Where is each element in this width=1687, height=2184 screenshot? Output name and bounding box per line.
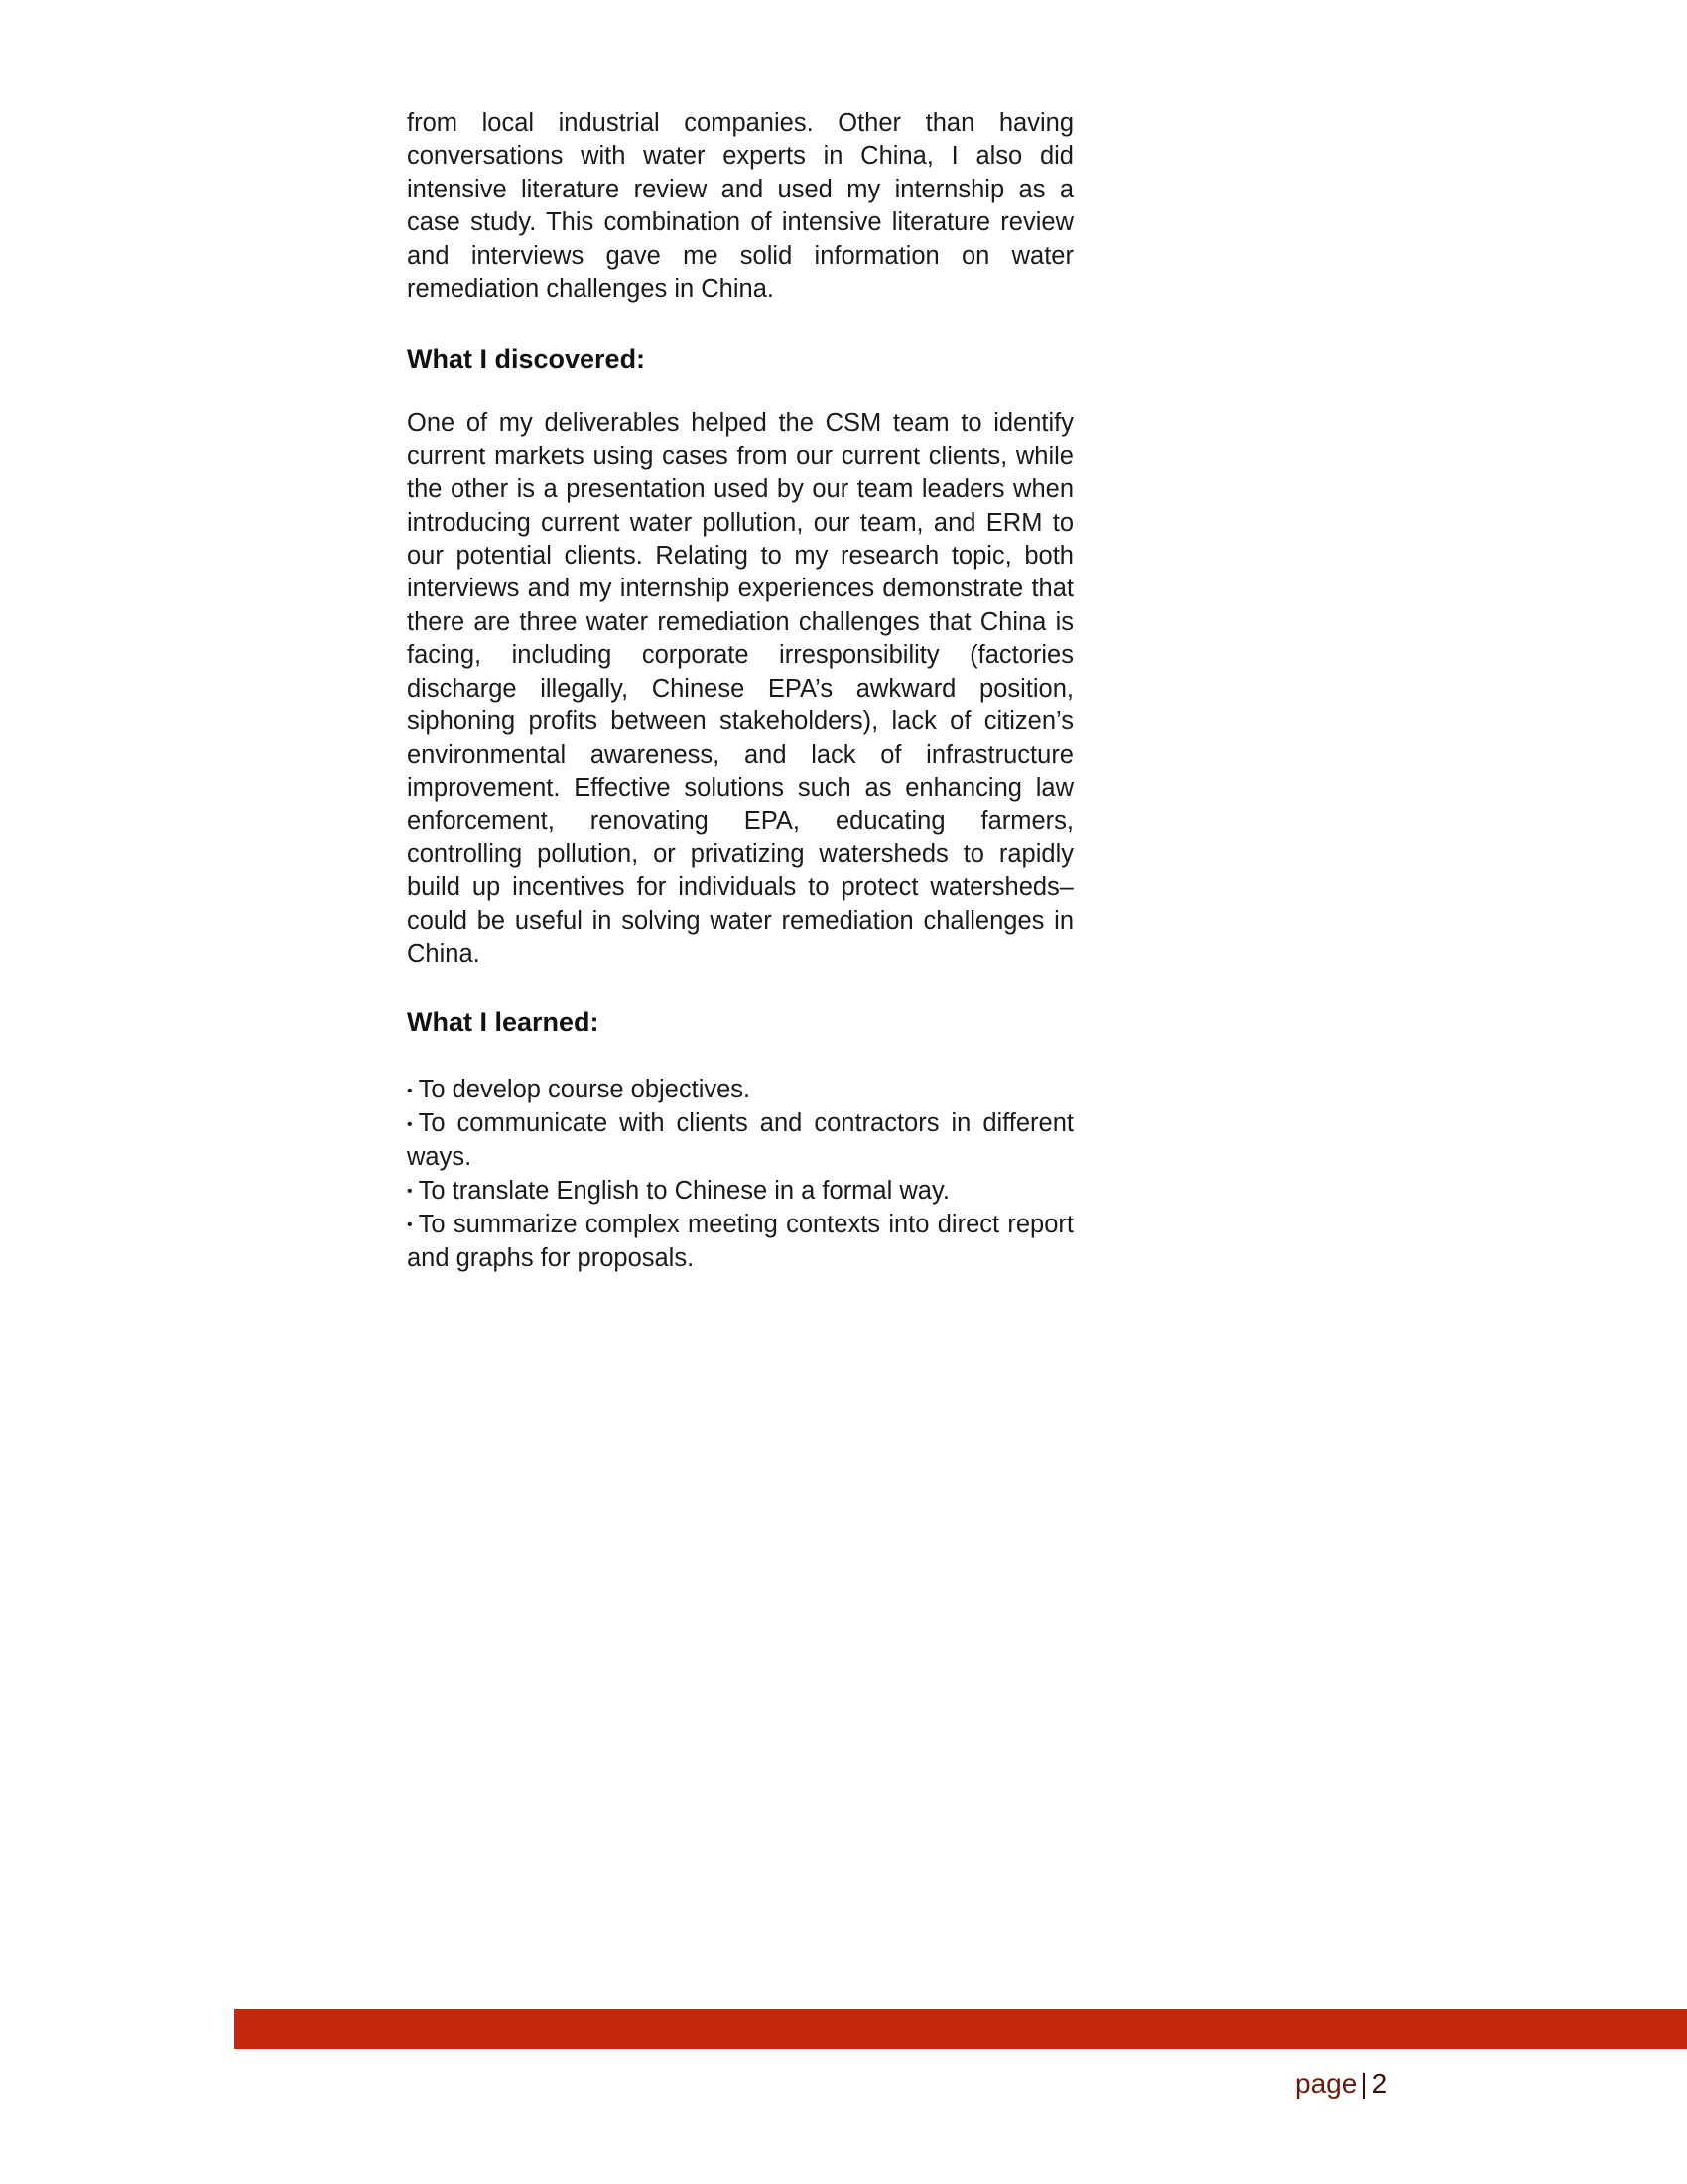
page-separator: | [1361, 2068, 1368, 2099]
page-number: 2 [1371, 2068, 1388, 2099]
discovered-paragraph: One of my deliverables helped the CSM team to identify current markets using cases from our current clients, while the other is a presentation used by our team leaders when introducing current water pollution, our team, and ERM to our potential clients. Relating to my research topic, both interviews and my internship experiences demonstrate that there are three water remediation challenges that China is facing, including corporate irresponsibility (factories discharge illegally, Chinese EPA’s awkward position, siphoning profits between stakeholders), lack of citizen’s environmental awareness, and lack of infrastructure improvement. Effective solutions such as enhancing law enforcement, renovating EPA, educating farmers, controlling pollution, or privatizing watersheds to rapidly build up incentives for individuals to protect watersheds–could be useful in solving water remediation challenges in China. [407, 409, 1074, 967]
bullet-icon: • [407, 1082, 413, 1099]
list-item [407, 1175, 1074, 1209]
list-item-text: To summarize complex meeting contexts into direct report and graphs for proposals. [407, 1210, 1074, 1272]
learned-list [407, 1074, 1074, 1275]
list-item-text: To translate English to Chinese in a formal way. [418, 1176, 950, 1205]
list-item [407, 1209, 1074, 1275]
list-item [407, 1107, 1074, 1174]
page-number-label [1295, 2066, 1387, 2102]
heading-what-i-discovered: What I discovered: [407, 344, 646, 375]
list-item [407, 1074, 1074, 1107]
bullet-icon: • [407, 1217, 413, 1234]
bullet-icon: • [407, 1183, 413, 1201]
list-item-text: To develop course objectives. [418, 1076, 751, 1104]
page-word: page [1295, 2068, 1358, 2099]
heading-what-i-learned: What I learned: [407, 1007, 599, 1038]
document-body [407, 107, 1074, 1291]
intro-paragraph: from local industrial companies. Other than having conversations with water experts in China, I also did intensive literature review and used my internship as a case study. This combination of intensive literature review and interviews gave me solid information on water remediation challenges in China. [407, 109, 1074, 304]
footer-accent-bar [234, 2009, 1687, 2049]
bullet-icon: • [407, 1115, 413, 1133]
list-item-text: To communicate with clients and contractors in different ways. [407, 1109, 1074, 1172]
